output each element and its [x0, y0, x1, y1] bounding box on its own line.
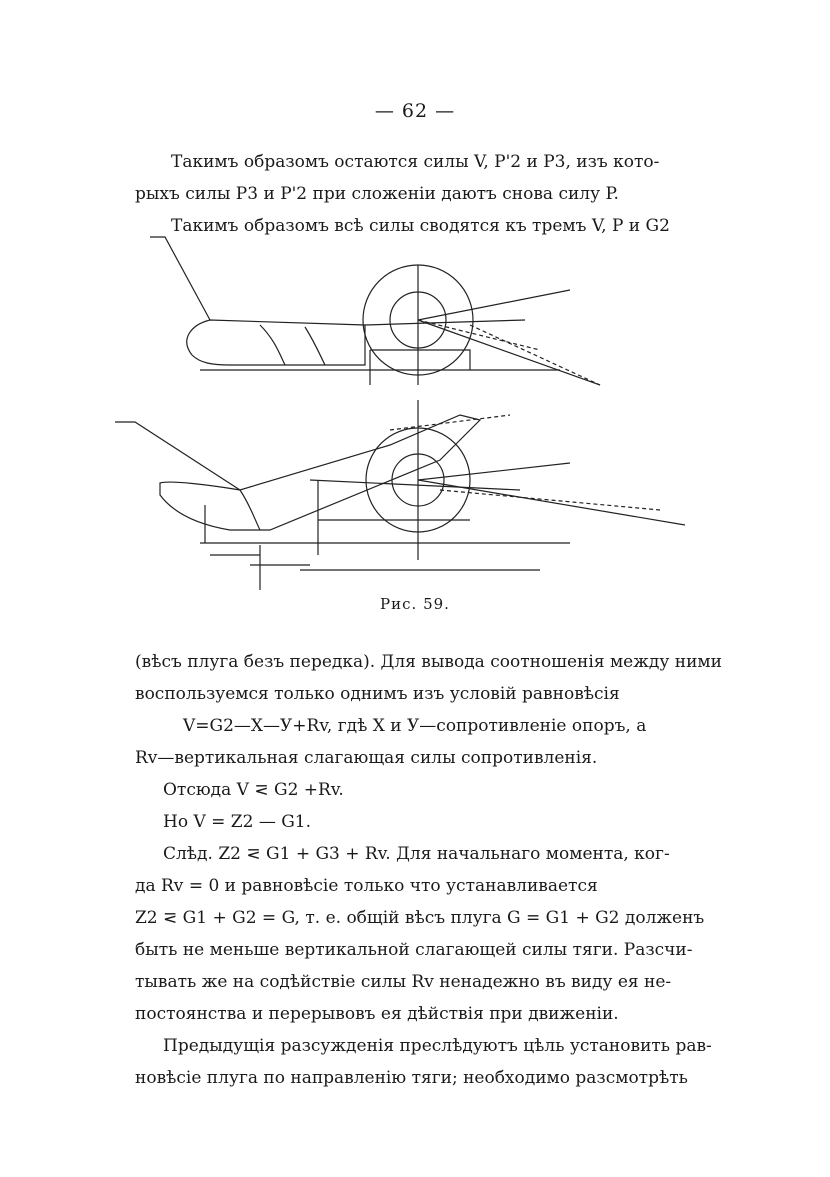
body-line-3: V=G2—X—У+Rv, гдѣ X и У—сопротивленіе опоръ, а — [183, 716, 647, 736]
body-line-13: Предыдущія разсужденія преслѣдуютъ цѣль установить рав- — [163, 1036, 712, 1056]
upper-force-3 — [418, 320, 540, 350]
plow-force-diagram — [100, 225, 720, 605]
lower-force-4 — [390, 415, 510, 430]
body-line-9: Z2 ⋜ G1 + G2 = G, т. е. общій вѣсъ плуга G = G1 + G2 долженъ — [135, 908, 705, 928]
upper-force-4 — [470, 325, 600, 385]
lower-force-3 — [440, 490, 660, 510]
lower-mould — [240, 490, 260, 530]
lower-force-2 — [418, 480, 685, 525]
upper-plow-body — [187, 320, 365, 365]
intro-line-3: Такимъ образомъ всѣ силы сводятся къ тремъ V, P и G2 — [171, 216, 670, 236]
upper-force-2 — [418, 320, 600, 385]
body-line-7: Слѣд. Z2 ⋜ G1 + G3 + Rv. Для начальнаго момента, ког- — [163, 844, 670, 864]
upper-frame — [365, 320, 525, 325]
upper-mould-2 — [305, 327, 325, 365]
intro-line-2: рыхъ силы P3 и P'2 при сложеніи даютъ снова силу P. — [135, 184, 619, 204]
body-line-8: да Rv = 0 и равновѣсіе только что устанавливается — [135, 876, 598, 896]
lower-frame — [310, 480, 520, 490]
figure-caption: Рис. 59. — [380, 595, 450, 613]
lower-force-1 — [418, 463, 570, 480]
body-paragraph — [135, 646, 722, 1094]
upper-force-1 — [418, 290, 570, 320]
body-line-6: Но V = Z2 — G1. — [163, 812, 312, 832]
body-line-12: постоянства и перерывовъ ея дѣйствія при движеніи. — [135, 1004, 619, 1024]
upper-handle — [150, 237, 210, 320]
body-line-2: воспользуемся только однимъ изъ условій равновѣсія — [135, 684, 620, 704]
lower-plow-body — [160, 415, 480, 530]
body-line-5: Отсюда V ⋜ G2 +Rv. — [163, 780, 344, 800]
diagram-svg — [100, 225, 720, 605]
page-number: — 62 — — [374, 100, 456, 122]
body-line-4: Rv—вертикальная слагающая силы сопротивленія. — [135, 748, 598, 768]
lower-handle — [115, 422, 240, 490]
body-line-1: (вѣсъ плуга безъ передка). Для вывода соотношенія между ними — [135, 652, 722, 672]
body-line-14: новѣсіе плуга по направленію тяги; необходимо разсмотрѣть — [135, 1068, 688, 1088]
body-line-10: быть не меньше вертикальной слагающей силы тяги. Разсчи- — [135, 940, 693, 960]
intro-line-1: Такимъ образомъ остаются силы V, P'2 и P3, изъ кото- — [171, 152, 660, 172]
body-line-11: тывать же на содѣйствіе силы Rv ненадежно въ виду ея не- — [135, 972, 672, 992]
upper-mould — [260, 325, 285, 365]
